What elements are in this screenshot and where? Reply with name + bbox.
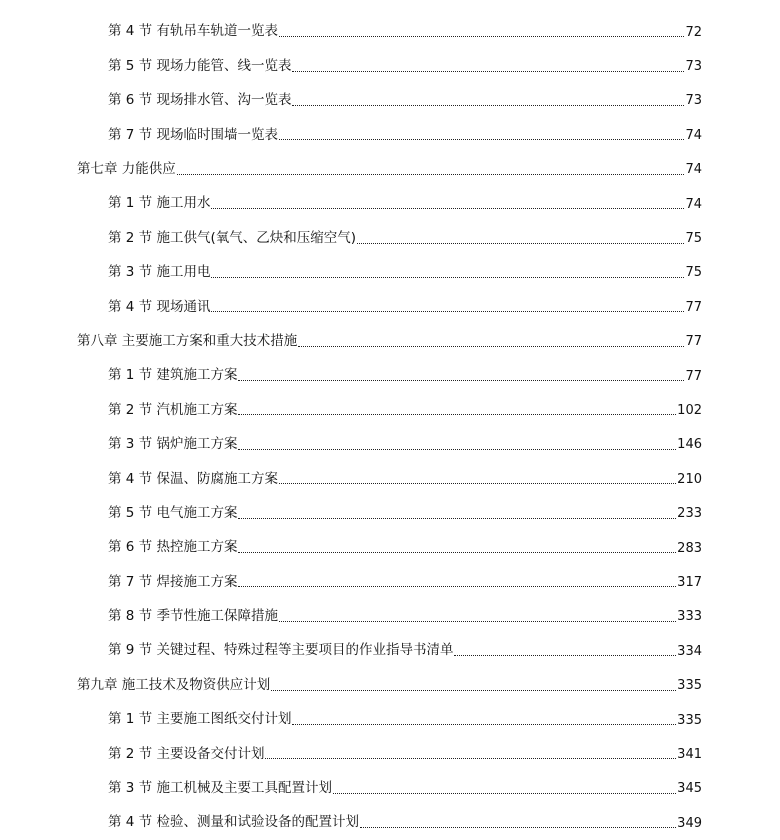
toc-entry-label: 第七章 力能供应 [77,161,176,177]
toc-entry[interactable] [0,772,780,806]
toc-entry-page: 73 [685,59,702,75]
toc-entry-label: 第 3 节 锅炉施工方案 [108,436,238,453]
toc-chapter-entry[interactable] [0,325,780,359]
dot-leader [238,552,676,553]
dot-leader [177,174,685,175]
toc-entry-page: 73 [685,93,702,109]
toc-chapter-entry[interactable] [0,668,780,702]
toc-entry[interactable] [0,703,780,737]
dot-leader [238,586,676,587]
dot-leader [279,483,676,484]
toc-entry-label: 第八章 主要施工方案和重大技术措施 [77,332,298,349]
toc-entry-label: 第 2 节 施工供气(氧气、乙炔和压缩空气) [108,229,356,246]
toc-entry-label: 第 3 节 施工机械及主要工具配置计划 [108,780,332,797]
toc-entry-page: 75 [685,231,702,247]
toc-entry-label: 第九章 施工技术及物资供应计划 [77,676,271,693]
toc-entry-label: 第 9 节 关键过程、特殊过程等主要项目的作业指导书清单 [108,642,454,659]
toc-entry-page: 77 [685,368,702,384]
dot-leader [238,380,684,381]
toc-entry-page: 74 [685,162,702,178]
toc-entry-label: 第 7 节 焊接施工方案 [108,573,238,590]
dot-leader [360,827,676,828]
toc-entry[interactable] [0,737,780,771]
toc-entry-label: 第 8 节 季节性施工保障措施 [108,608,278,625]
dot-leader [238,449,676,450]
toc-entry-page: 349 [677,815,702,831]
toc-entry-label: 第 3 节 施工用电 [108,264,211,281]
toc-entry[interactable] [0,428,780,462]
toc-entry[interactable] [0,565,780,599]
toc-entry-label: 第 4 节 检验、测量和试验设备的配置计划 [108,814,359,831]
toc-entry-label: 第 1 节 施工用水 [108,195,211,212]
toc-entry-page: 334 [677,643,702,659]
toc-entry[interactable] [0,393,780,427]
table-of-contents [0,15,780,840]
toc-entry-label: 第 4 节 现场通讯 [108,298,211,315]
toc-entry-label: 第 5 节 现场力能管、线一览表 [108,57,292,74]
toc-entry[interactable] [0,462,780,496]
toc-entry[interactable] [0,49,780,83]
toc-entry[interactable] [0,290,780,324]
toc-entry-page: 335 [677,678,702,694]
toc-entry[interactable] [0,187,780,221]
toc-entry-page: 102 [677,402,702,418]
toc-entry[interactable] [0,359,780,393]
dot-leader [454,655,676,656]
dot-leader [279,621,676,622]
dot-leader [238,414,676,415]
toc-entry-page: 146 [677,437,702,453]
toc-entry-page: 210 [677,471,702,487]
dot-leader [298,346,684,347]
toc-entry-page: 75 [685,265,702,281]
toc-entry-page: 77 [685,334,702,350]
toc-entry-page: 333 [677,609,702,625]
toc-entry[interactable] [0,531,780,565]
toc-entry-label: 第 4 节 有轨吊车轨道一览表 [108,23,278,40]
dot-leader [292,105,684,106]
toc-entry[interactable] [0,256,780,290]
toc-entry-page: 74 [685,127,702,143]
toc-chapter-entry[interactable] [0,153,780,187]
toc-entry-label: 第 2 节 汽机施工方案 [108,401,238,418]
dot-leader [357,243,684,244]
toc-entry-page: 317 [677,574,702,590]
toc-entry-label: 第 2 节 主要设备交付计划 [108,745,265,762]
toc-entry-label: 第 4 节 保温、防腐施工方案 [108,470,278,487]
toc-entry[interactable] [0,496,780,530]
dot-leader [238,518,676,519]
toc-entry-page: 283 [677,540,702,556]
toc-entry-page: 74 [685,196,702,212]
toc-entry-label: 第 5 节 电气施工方案 [108,504,238,521]
dot-leader [271,690,676,691]
toc-entry[interactable] [0,15,780,49]
dot-leader [279,139,684,140]
toc-entry[interactable] [0,600,780,634]
toc-entry[interactable] [0,84,780,118]
toc-entry-label: 第 1 节 主要施工图纸交付计划 [108,711,292,728]
toc-entry-label: 第 6 节 现场排水管、沟一览表 [108,92,292,109]
dot-leader [211,311,684,312]
toc-entry-page: 72 [685,24,702,40]
dot-leader [279,36,684,37]
toc-entry[interactable] [0,221,780,255]
dot-leader [211,277,684,278]
dot-leader [333,793,676,794]
toc-entry-label: 第 1 节 建筑施工方案 [108,367,238,384]
toc-entry-page: 335 [677,712,702,728]
toc-entry[interactable] [0,118,780,152]
toc-entry-page: 345 [677,781,702,797]
dot-leader [265,758,676,759]
dot-leader [211,208,684,209]
dot-leader [292,724,676,725]
toc-entry[interactable] [0,806,780,840]
toc-entry-label: 第 6 节 热控施工方案 [108,539,238,556]
toc-entry[interactable] [0,634,780,668]
toc-entry-page: 233 [677,506,702,522]
toc-entry-label: 第 7 节 现场临时围墙一览表 [108,126,278,143]
toc-entry-page: 341 [677,746,702,762]
toc-entry-page: 77 [685,299,702,315]
dot-leader [292,71,684,72]
